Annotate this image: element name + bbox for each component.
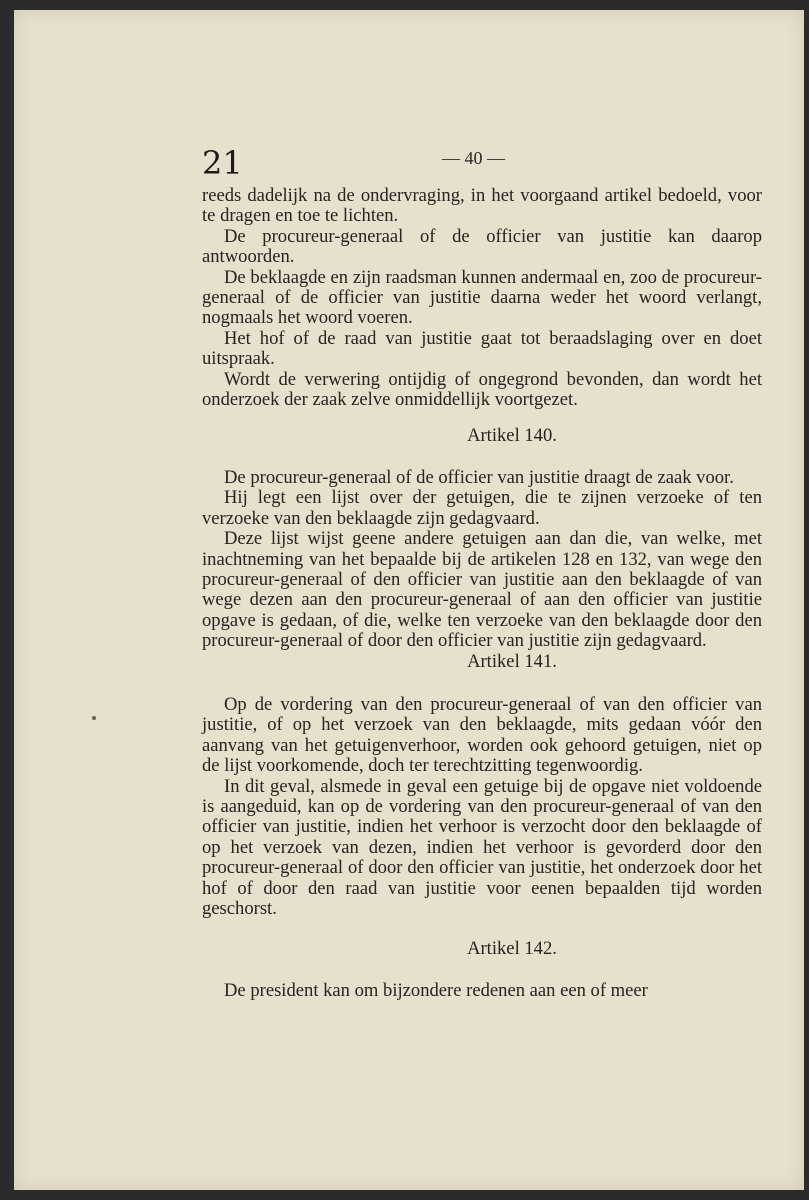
paragraph: Wordt de verwering ontijdig of ongegrond bevonden, dan wordt het onderzoek der zaak zelve onmiddellijk voortgezet. xyxy=(202,368,762,411)
body-text xyxy=(202,186,762,1001)
continued-paragraph: reeds dadelijk na de ondervraging, in het voorgaand artikel bedoeld, voor te dragen en toe te lichten. xyxy=(202,185,762,227)
paragraph: De procureur-generaal of de officier van justitie kan daarop antwoorden. xyxy=(202,225,762,268)
signature-mark: 21 xyxy=(202,144,243,182)
paragraph: De president kan om bijzondere redenen aan een of meer xyxy=(224,979,648,1001)
article-142-heading: Artikel 142. xyxy=(467,938,557,960)
article-140-heading: Artikel 140. xyxy=(467,425,557,447)
paragraph: In dit geval, alsmede in geval een getuige bij de opgave niet voldoende is aangeduid, kan op de vordering van den procureur-generaal of van den officier van justitie, indien het verhoor is verzocht door den beklaagde of op het verzoek van dezen, indien het verhoor is gevorderd door den procureur-generaal of door den officier van justitie, het onderzoek door het hof of door den raad van justitie voor eenen bepaalden tijd worden geschorst. xyxy=(202,775,762,919)
paragraph: De procureur-generaal of de officier van justitie draagt de zaak voor. xyxy=(224,466,734,488)
page-header xyxy=(202,140,762,188)
paragraph: Hij legt een lijst over der getuigen, die te zijnen verzoeke of ten verzoeke van den beklaagde zijn gedagvaard. xyxy=(202,487,762,529)
book-page xyxy=(14,10,804,1190)
page-number: — 40 — xyxy=(442,148,505,168)
paragraph: Deze lijst wijst geene andere getuigen aan dan die, van welke, met inachtneming van het bepaalde bij de artikelen 128 en 132, van wege den procureur-generaal of den officier van justitie aan den beklaagde of van wege dezen aan den procureur-generaal of aan den officier van justitie opgave is gedaan, of die, welke ten verzoeke van den beklaagde door den procureur-generaal of door den officier van justitie zijn gedagvaard. xyxy=(202,528,762,652)
paragraph: Het hof of de raad van justitie gaat tot beraadslaging over en doet uitspraak. xyxy=(202,327,762,370)
article-141-heading: Artikel 141. xyxy=(467,650,557,672)
margin-speck xyxy=(92,716,96,720)
paragraph: Op de vordering van den procureur-generaal of van den officier van justitie, of op het verzoek van den beklaagde, mits gedaan vóór den aanvang van het getuigenverhoor, worden ook gehoord getuigen, niet op de lijst voorkomende, doch ter terechtzitting tegenwoordig. xyxy=(202,693,762,777)
paragraph: De beklaagde en zijn raadsman kunnen andermaal en, zoo de procureur-generaal of de officier van justitie daarna weder het woord verlangt, nogmaals het woord voeren. xyxy=(202,266,762,329)
